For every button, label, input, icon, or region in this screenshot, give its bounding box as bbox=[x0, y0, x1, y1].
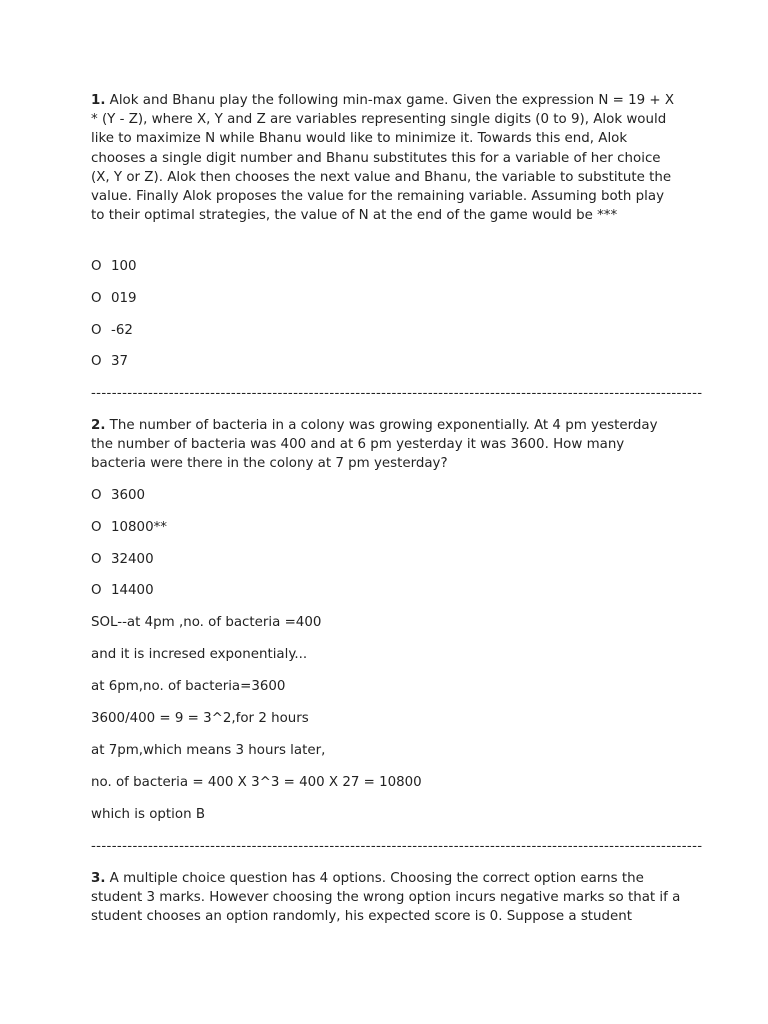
option-marker: O bbox=[91, 488, 102, 503]
question-2-option-a bbox=[91, 486, 145, 505]
question-3-text bbox=[91, 869, 681, 927]
option-label: 3600 bbox=[111, 488, 146, 503]
question-1-body: Alok and Bhanu play the following min-max game. Given the expression N = 19 + X * (Y - Z), where X, Y and Z are variables representing single digits (0 to 9), Alok would like to maximize N while Bhanu would like to minimize it. Towards this end, Alok chooses a single digit number and Bhanu substitutes this for a variable of her choice (X, Y or Z). Alok then chooses the next value and Bhanu, the variable to substitute the value. Finally Alok proposes the value for the remaining variable. Assuming both play to their optimal strategies, the value of N at the end of the game would be *** bbox=[91, 93, 675, 224]
option-label: 32400 bbox=[111, 552, 154, 567]
separator-1: ---------------------------------------------------------------------------------------------------------------------- bbox=[91, 386, 703, 401]
option-label: 019 bbox=[111, 291, 137, 306]
separator-2: ---------------------------------------------------------------------------------------------------------------------- bbox=[91, 839, 703, 854]
solution-line: and it is incresed exponentialy... bbox=[91, 647, 308, 662]
question-2-body: The number of bacteria in a colony was growing exponentially. At 4 pm yesterday the number of bacteria was 400 and at 6 pm yesterday it was 3600. How many bacteria were there in the colony at 7 pm yesterday? bbox=[91, 418, 658, 472]
option-marker: O bbox=[91, 520, 102, 535]
solution-line: at 7pm,which means 3 hours later, bbox=[91, 743, 326, 758]
option-marker: O bbox=[91, 291, 102, 306]
solution-line: which is option B bbox=[91, 807, 206, 822]
option-label: 10800** bbox=[111, 520, 167, 535]
question-1-text bbox=[91, 91, 681, 225]
question-2-number: 2. bbox=[91, 418, 106, 433]
solution-line: at 6pm,no. of bacteria=3600 bbox=[91, 679, 286, 694]
question-2-option-c bbox=[91, 550, 154, 569]
option-marker: O bbox=[91, 552, 102, 567]
solution-line: 3600/400 = 9 = 3^2,for 2 hours bbox=[91, 711, 309, 726]
question-3-body: A multiple choice question has 4 options. Choosing the correct option earns the student 3 marks. However choosing the wrong option incurs negative marks so that if a student chooses an option randomly, his expected score is 0. Suppose a student bbox=[91, 871, 681, 925]
question-1-option-b bbox=[91, 289, 137, 308]
option-marker: O bbox=[91, 354, 102, 369]
question-1-option-c bbox=[91, 321, 133, 340]
option-label: 100 bbox=[111, 259, 137, 274]
option-marker: O bbox=[91, 583, 102, 598]
option-label: -62 bbox=[111, 323, 133, 338]
question-1-option-a bbox=[91, 257, 137, 276]
solution-line: SOL--at 4pm ,no. of bacteria =400 bbox=[91, 615, 322, 630]
question-1-number: 1. bbox=[91, 93, 106, 108]
question-1-option-d bbox=[91, 352, 128, 371]
option-label: 14400 bbox=[111, 583, 154, 598]
option-marker: O bbox=[91, 323, 102, 338]
solution-line: no. of bacteria = 400 X 3^3 = 400 X 27 = 10800 bbox=[91, 775, 422, 790]
question-2-option-b bbox=[91, 518, 167, 537]
question-2-option-d bbox=[91, 581, 154, 600]
question-3-number: 3. bbox=[91, 871, 106, 886]
option-label: 37 bbox=[111, 354, 129, 369]
question-2-text bbox=[91, 416, 681, 474]
option-marker: O bbox=[91, 259, 102, 274]
